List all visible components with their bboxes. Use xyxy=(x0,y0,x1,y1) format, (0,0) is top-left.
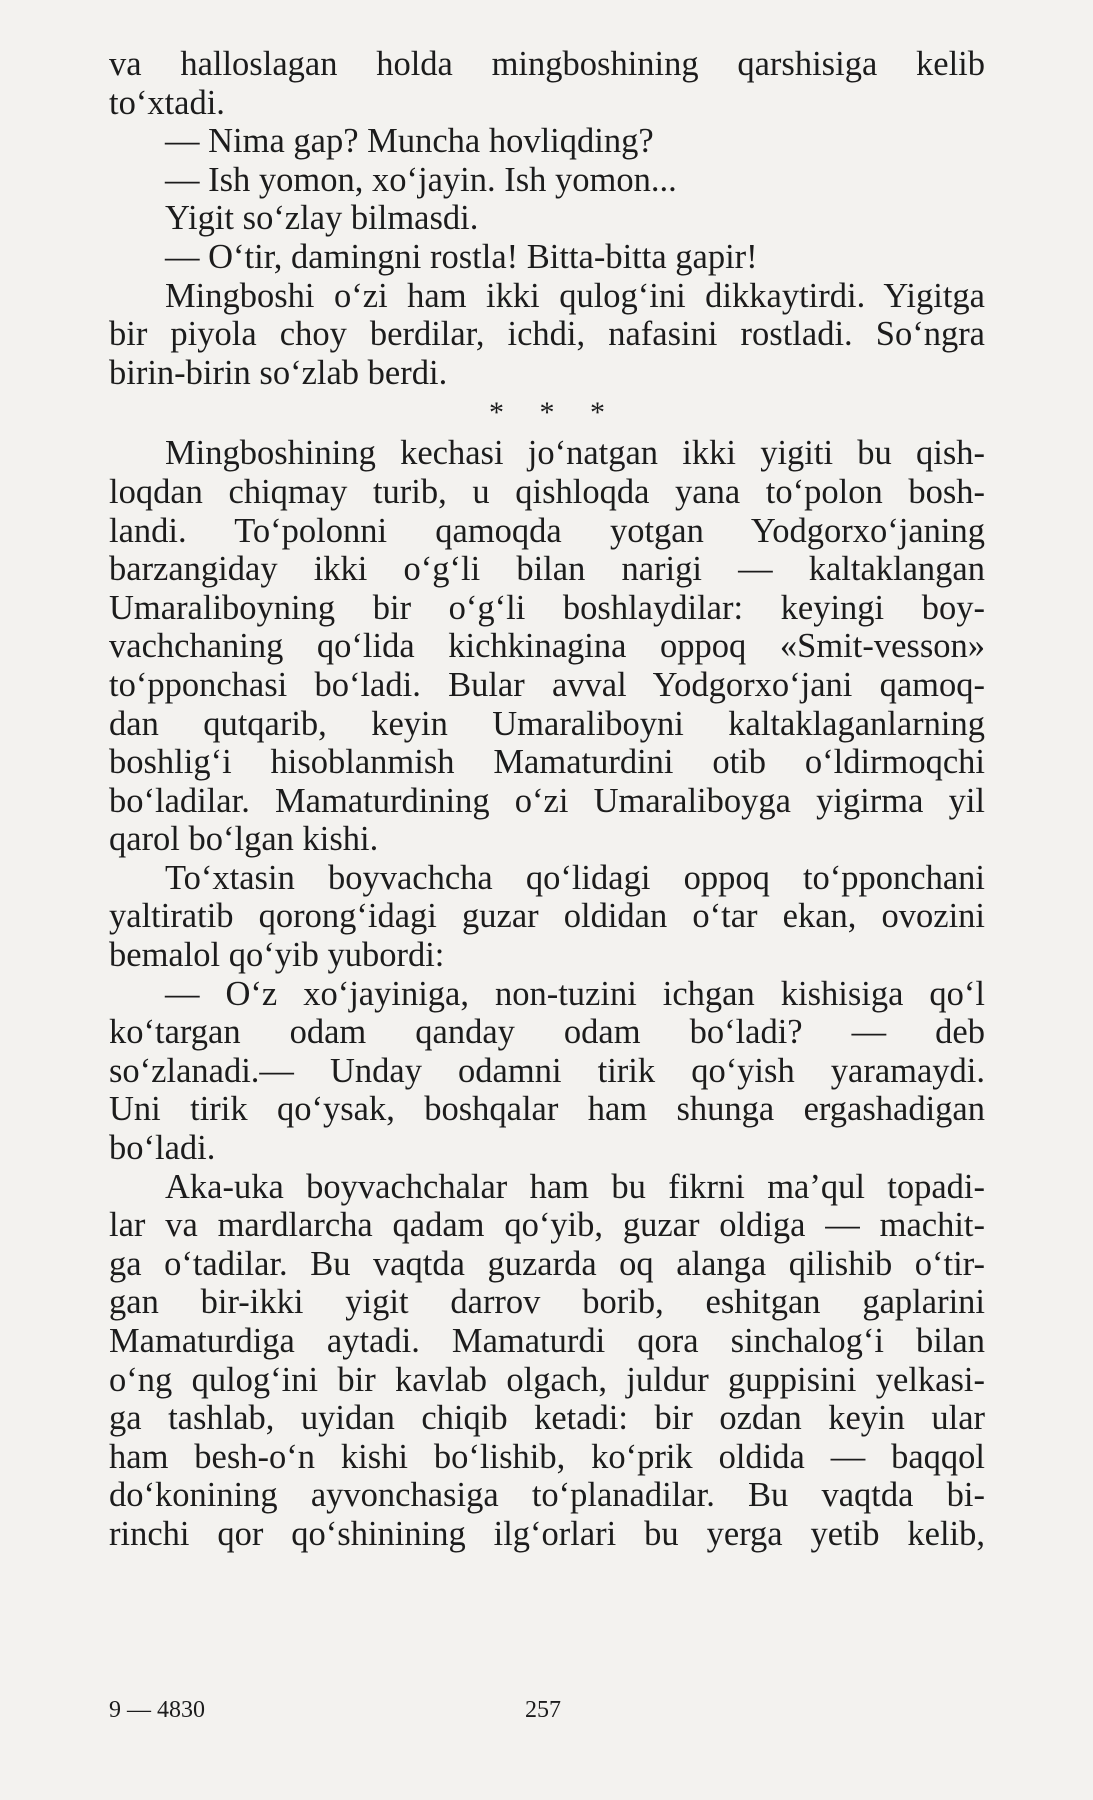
text-line: rinchi qor qo‘shinining ilg‘orlari bu yerga yetib kelib, xyxy=(109,1514,985,1553)
text-line: landi. To‘polonni qamoqda yotgan Yodgorxo‘janing xyxy=(109,511,985,550)
text-line: barzangiday ikki o‘g‘li bilan narigi — kaltaklangan xyxy=(109,550,985,589)
text-line: vachchaning qo‘lida kichkinagina oppoq «Smit-vesson» xyxy=(109,627,985,666)
text-line: gan bir-ikki yigit darrov borib, eshitgan gaplarini xyxy=(109,1283,985,1322)
text-line: Mamaturdiga aytadi. Mamaturdi qora sinchalog‘i bilan xyxy=(109,1322,985,1360)
text-line: — Nima gap? Muncha hovliqding? xyxy=(165,122,654,161)
text-line: Uni tirik qo‘ysak, boshqalar ham shunga ergashadigan xyxy=(109,1090,985,1129)
text-line: to‘xtadi. xyxy=(109,83,225,122)
page-body xyxy=(109,45,985,1554)
printer-signature: 9 — 4830 xyxy=(109,1697,205,1723)
text-block-top xyxy=(109,45,985,392)
text-line: to‘pponchasi bo‘ladi. Bular avval Yodgorxo‘jani qamoq- xyxy=(109,665,985,704)
text-line: — O‘tir, damingni rostla! Bitta-bitta gapir! xyxy=(165,237,758,276)
text-line: va halloslagan holda mingboshining qarshisiga kelib xyxy=(109,45,985,83)
text-line: ko‘targan odam qanday odam bo‘ladi? — deb xyxy=(109,1013,985,1052)
page-footer xyxy=(109,1690,985,1730)
text-line: bir piyola choy berdilar, ichdi, nafasini rostladi. So‘ngra xyxy=(109,315,985,354)
text-line: Mingboshi o‘zi ham ikki qulog‘ini dikkaytirdi. Yigitga xyxy=(165,276,985,315)
text-line: — O‘z xo‘jayiniga, non-tuzini ichgan kishisiga qo‘l xyxy=(165,974,985,1013)
text-line: bemalol qo‘yib yubordi: xyxy=(109,936,445,975)
text-line: To‘xtasin boyvachcha qo‘lidagi oppoq to‘pponchani xyxy=(165,858,985,897)
text-line: qarol bo‘lgan kishi. xyxy=(109,820,379,859)
text-line: boshlig‘i hisoblanmish Mamaturdini otib o‘ldirmoqchi xyxy=(109,743,985,782)
text-line: birin-birin so‘zlab berdi. xyxy=(109,353,448,392)
text-line: ga tashlab, uyidan chiqib ketadi: bir ozdan keyin ular xyxy=(109,1399,985,1438)
section-separator: * * * xyxy=(489,396,619,430)
text-line: yaltiratib qorong‘idagi guzar oldidan o‘tar ekan, ovozini xyxy=(109,897,985,936)
text-line: ga o‘tadilar. Bu vaqtda guzarda oq alanga qilishib o‘tir- xyxy=(109,1244,985,1283)
text-line: Aka-uka boyvachchalar ham bu fikrni ma’qul topadi- xyxy=(165,1167,985,1206)
text-line: bo‘ladi. xyxy=(109,1129,216,1168)
text-line: so‘zlanadi.— Unday odamni tirik qo‘yish yaramaydi. xyxy=(109,1051,985,1090)
text-line: Mingboshining kechasi jo‘natgan ikki yigiti bu qish- xyxy=(165,434,985,473)
text-line: Yigit so‘zlay bilmasdi. xyxy=(165,199,479,238)
page-number: 257 xyxy=(525,1697,561,1723)
text-block-bottom xyxy=(109,434,985,1553)
text-line: ham besh-o‘n kishi bo‘lishib, ko‘prik oldida — baqqol xyxy=(109,1437,985,1476)
text-line: loqdan chiqmay turib, u qishloqda yana to‘polon bosh- xyxy=(109,472,985,511)
text-line: lar va mardlarcha qadam qo‘yib, guzar oldiga — machit- xyxy=(109,1206,985,1245)
text-line: — Ish yomon, xo‘jayin. Ish yomon... xyxy=(165,160,677,199)
text-line: bo‘ladilar. Mamaturdining o‘zi Umaraliboyga yigirma yil xyxy=(109,781,985,820)
text-line: o‘ng qulog‘ini bir kavlab olgach, juldur guppisini yelkasi- xyxy=(109,1360,985,1399)
text-line: Umaraliboyning bir o‘g‘li boshlaydilar: keyingi boy- xyxy=(109,588,985,627)
text-line: do‘konining ayvonchasiga to‘planadilar. Bu vaqtda bi- xyxy=(109,1476,985,1515)
text-line: dan qutqarib, keyin Umaraliboyni kaltaklaganlarning xyxy=(109,704,985,743)
